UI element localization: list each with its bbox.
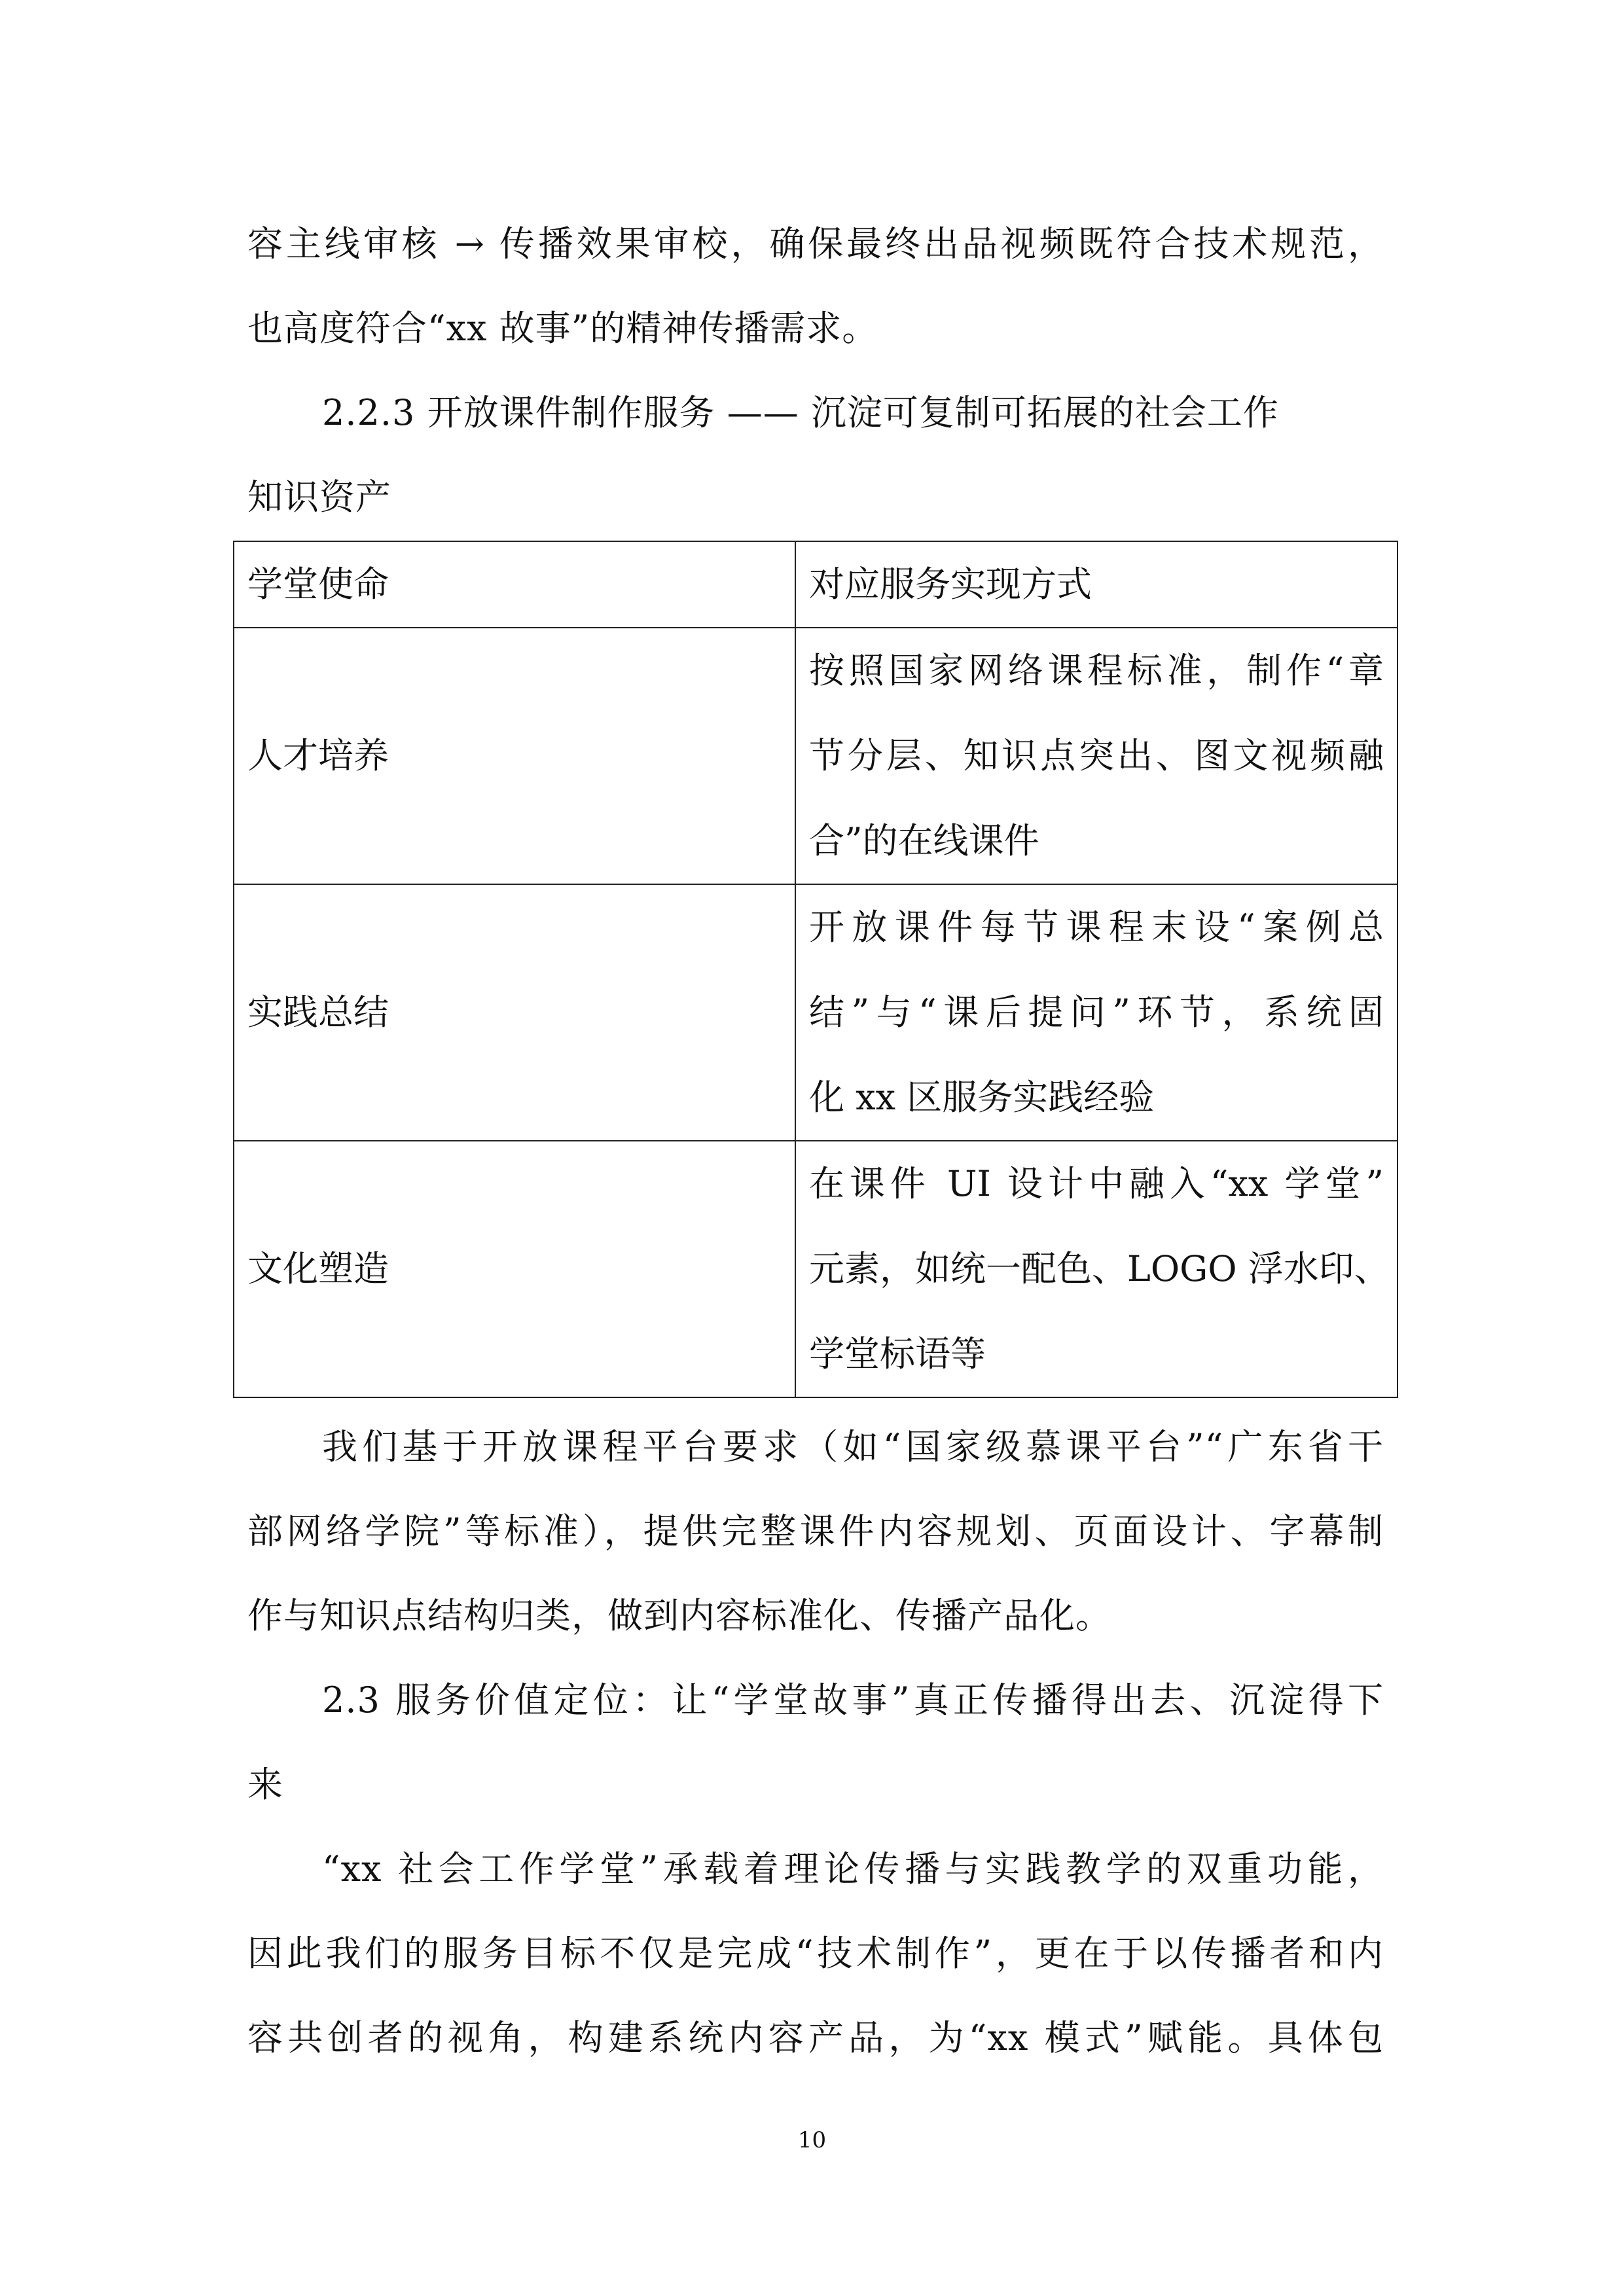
method-line: 化 xx 区服务实践经验 (809, 1077, 1155, 1118)
table-header-mission: 学堂使命 (234, 541, 795, 628)
page-number: 10 (797, 2127, 827, 2153)
paragraph-top-line-1: 容主线审核 → 传播效果审校，确保最终出品视频既符合技术规范， (247, 223, 1384, 264)
method-line: 元素，如统一配色、LOGO 浮水印、 (809, 1248, 1390, 1289)
method-line: 合”的在线课件 (809, 820, 1039, 861)
table-cell-method (795, 884, 1398, 1141)
table-cell-mission: 实践总结 (234, 884, 795, 1141)
table-row (234, 1141, 1398, 1397)
section-223-heading-line-2: 知识资产 (247, 476, 391, 518)
section-23-heading-line-1: 2.3 服务价值定位：让“学堂故事”真正传播得出去、沉淀得下 (322, 1679, 1384, 1721)
method-line: 学堂标语等 (809, 1333, 986, 1374)
table-cell-mission: 人才培养 (234, 628, 795, 884)
paragraph-value-line-3: 容共创者的视角，构建系统内容产品，为“xx 模式”赋能。具体包 (247, 2017, 1384, 2058)
table-cell-method (795, 628, 1398, 884)
paragraph-platform-line-1: 我们基于开放课程平台要求（如“国家级慕课平台”“广东省干 (322, 1426, 1384, 1467)
section-223-heading-line-1: 2.2.3 开放课件制作服务 —— 沉淀可复制可拓展的社会工作 (322, 392, 1279, 433)
method-line: 节分层、知识点突出、图文视频融 (809, 735, 1384, 776)
method-line: 结”与“课后提问”环节，系统固 (809, 992, 1384, 1033)
section-23-heading-line-2: 来 (247, 1764, 283, 1805)
method-line: 开放课件每节课程末设“案例总 (809, 906, 1384, 948)
paragraph-value-line-2: 因此我们的服务目标不仅是完成“技术制作”，更在于以传播者和内 (247, 1933, 1384, 1974)
paragraph-platform-line-3: 作与知识点结构归类，做到内容标准化、传播产品化。 (247, 1595, 1111, 1636)
method-line: 按照国家网络课程标准，制作“章 (809, 650, 1384, 691)
method-line: 在课件 UI 设计中融入“xx 学堂” (809, 1163, 1384, 1204)
service-table (233, 541, 1398, 1398)
table-cell-method (795, 1141, 1398, 1397)
table-header-row (234, 541, 1398, 628)
paragraph-platform-line-2: 部网络学院”等标准），提供完整课件内容规划、页面设计、字幕制 (247, 1511, 1384, 1552)
paragraph-top-line-2: 也高度符合“xx 故事”的精神传播需求。 (247, 308, 878, 349)
table-cell-mission: 文化塑造 (234, 1141, 795, 1397)
paragraph-value-line-1: “xx 社会工作学堂”承载着理论传播与实践教学的双重功能， (322, 1848, 1384, 1890)
table-row (234, 628, 1398, 884)
table-header-method: 对应服务实现方式 (795, 541, 1398, 628)
table-row (234, 884, 1398, 1141)
